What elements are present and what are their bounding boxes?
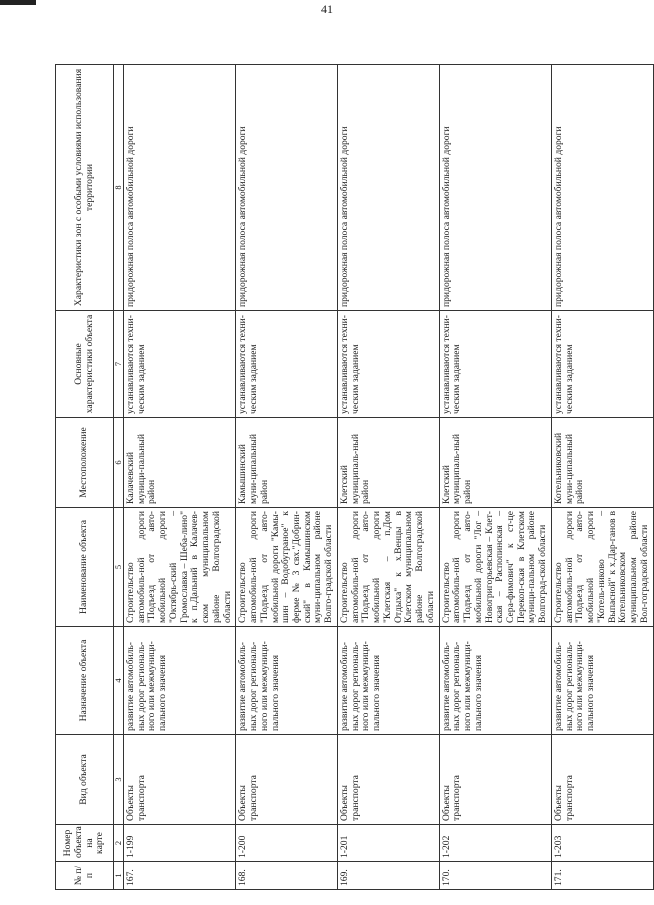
object-type: Объекты транспорта [337,735,439,825]
row-number: 170. [439,862,551,890]
column-number: 8 [114,65,124,311]
table-row [439,65,551,890]
object-characteristics: устанавливаются техни-ческим заданием [439,311,551,418]
table-row [337,65,439,890]
object-characteristics: устанавливаются техни-ческим заданием [551,311,653,418]
object-purpose: развитие автомобиль-ных дорог региональ-ного или межмуници-пального значения [551,627,653,735]
object-name: Строительство автомобиль-ной дороги "Подъезд от авто-мобильной дороги "Котель-никово – Выпасной" к х.Дар-ганов в Котельниковском муниципальном районе Вол-гоградской области [551,508,653,627]
object-location: Клетский муниципаль-ный район [439,418,551,508]
table-row [236,65,338,890]
header-cell: № п/п [56,862,114,890]
header-cell: Основные характеристики объекта [56,311,114,418]
object-purpose: развитие автомобиль-ных дорог региональ-ного или межмуници-пального значения [337,627,439,735]
column-number: 1 [114,862,124,890]
object-type: Объекты транспорта [124,735,236,825]
column-number: 2 [114,825,124,862]
header-cell: Номер объекта на карте [56,825,114,862]
object-purpose: развитие автомобиль-ных дорог региональ-ного или межмуници-пального значения [236,627,338,735]
column-number: 7 [114,311,124,418]
zone-characteristics: придорожная полоса автомобильной дороги [337,65,439,311]
map-number: 1-202 [439,825,551,862]
object-location: Калачевский муници-пальный район [124,418,236,508]
row-number: 169. [337,862,439,890]
page-number: 41 [321,2,333,16]
rotated-page-content [55,65,650,890]
object-purpose: развитие автомобиль-ных дорог региональ-ного или межмуници-пального значения [439,627,551,735]
column-number: 3 [114,735,124,825]
object-type: Объекты транспорта [551,735,653,825]
object-name: Строительство автомобиль-ной дороги "Подъезд от авто-мобильной дороги "Октябрь-ский – Громославка – Шеба-лино" к п.Дальний в Калачев-ском муниципальном районе Волгоградской области [124,508,236,627]
map-number: 1-199 [124,825,236,862]
object-location: Котельниковский муни-ципальный район [551,418,653,508]
row-number: 167. [124,862,236,890]
zone-characteristics: придорожная полоса автомобильной дороги [551,65,653,311]
object-location: Клетский муниципаль-ный район [337,418,439,508]
zone-characteristics: придорожная полоса автомобильной дороги [439,65,551,311]
column-number: 5 [114,508,124,627]
header-cell: Вид объекта [56,735,114,825]
object-characteristics: устанавливаются техни-ческим заданием [124,311,236,418]
header-cell: Назначение объекта [56,627,114,735]
objects-table [55,64,654,890]
table-row [124,65,236,890]
object-purpose: развитие автомобиль-ных дорог региональ-ного или межмуници-пального значения [124,627,236,735]
column-number: 4 [114,627,124,735]
table-header-row [56,65,114,890]
row-number: 168. [236,862,338,890]
object-type: Объекты транспорта [439,735,551,825]
object-name: Строительство автомобиль-ной дороги "Подъезд от авто-мобильной дороги "Лог – Новогригорьевская – Клет-ская – Распопинская – Сера-фимович" к ст-це Перекоп-ская в Клетском муници-пальном районе Волгоград-ской области [439,508,551,627]
object-name: Строительство автомобиль-ной дороги "Подъезд от авто-мобильной дороги "Клетская – п.Дом Отдыха" к х.Венцы в Клетском муниципальном районе Волгоградской области [337,508,439,627]
zone-characteristics: придорожная полоса автомобильной дороги [124,65,236,311]
zone-characteristics: придорожная полоса автомобильной дороги [236,65,338,311]
table-row [551,65,653,890]
header-cell: Наименование объекта [56,508,114,627]
object-location: Камышинский муни-ципальный район [236,418,338,508]
object-characteristics: устанавливаются техни-ческим заданием [337,311,439,418]
object-name: Строительство автомобиль-ной дороги "Подъезд от авто-мобильной дороги "Камы-шин – Водобуграное" к ферме № 3 свх."Добрин-ский" в Камышинском муни-ципальном районе Волго-градской области [236,508,338,627]
map-number: 1-203 [551,825,653,862]
map-number: 1-201 [337,825,439,862]
object-type: Объекты транспорта [236,735,338,825]
scan-corner-mark [0,0,36,5]
map-number: 1-200 [236,825,338,862]
column-number-row [114,65,124,890]
row-number: 171. [551,862,653,890]
object-characteristics: устанавливаются техни-ческим заданием [236,311,338,418]
column-number: 6 [114,418,124,508]
header-cell: Характеристики зон с особыми условиями использования территории [56,65,114,311]
header-cell: Местоположение [56,418,114,508]
